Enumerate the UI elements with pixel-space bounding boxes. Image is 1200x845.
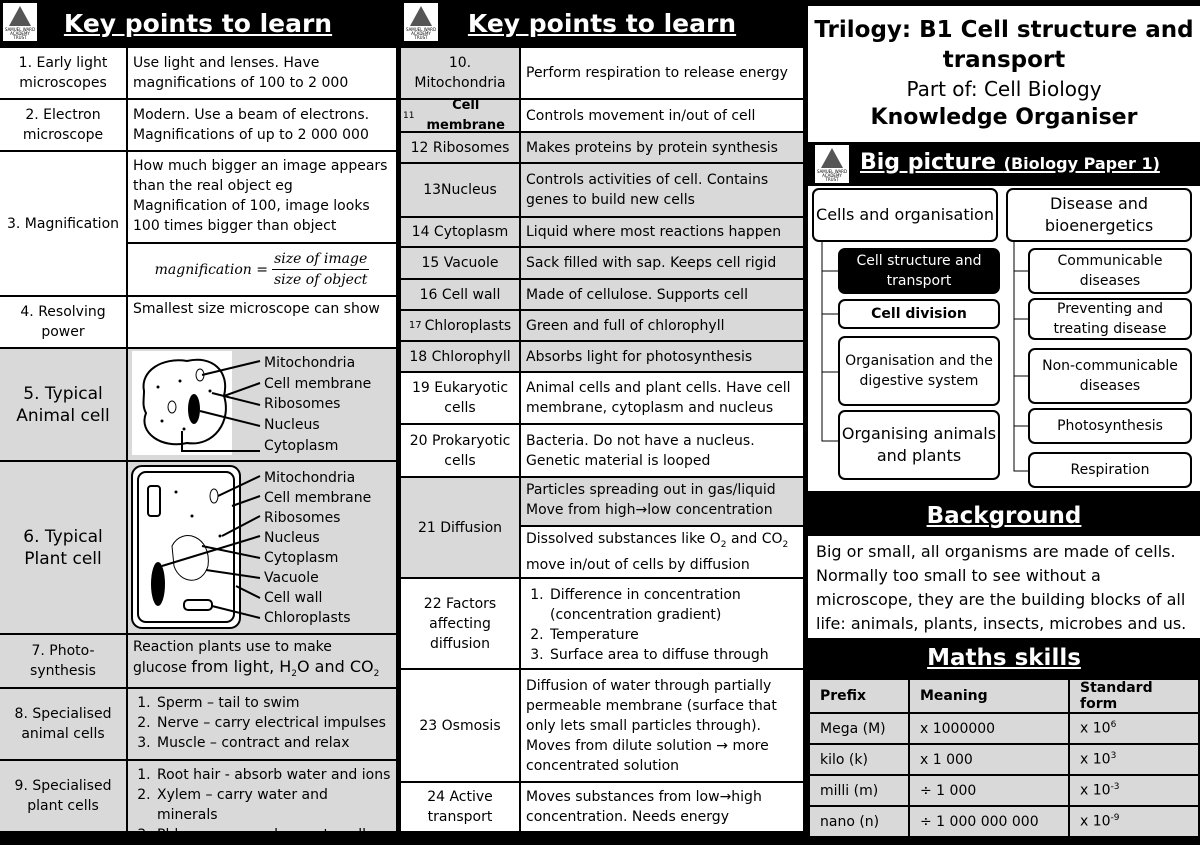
def-20: Bacteria. Do not have a nucleus. Genetic material is looped: [521, 425, 803, 476]
background-header: Background: [808, 496, 1200, 536]
academy-logo: [3, 3, 37, 41]
topic-photosynthesis: Photosynthesis: [1028, 408, 1192, 444]
label-cell-wall: Cell wall: [264, 590, 323, 606]
topic-organising: Organising animals and plants: [838, 410, 1000, 480]
term-2: 2. Electron microscope: [0, 100, 126, 150]
course-title: Trilogy: B1 Cell structure and transport: [814, 17, 1194, 73]
row-9: [0, 761, 396, 843]
topic-preventing: Preventing and treating disease: [1028, 298, 1192, 340]
list-item: 3. Muscle – contract and relax: [155, 733, 391, 753]
def-21-sub-a: 2: [720, 539, 727, 550]
topic-respiration: Respiration: [1028, 452, 1192, 488]
animal-cell-labels: [264, 351, 371, 458]
def-21-sub-b: 2: [782, 539, 789, 550]
row-7: [0, 635, 396, 687]
table-row: [809, 775, 1199, 806]
panel-1-header: [0, 0, 396, 46]
cell-sf-exp: -9: [1110, 813, 1120, 824]
specialised-animal-list: [133, 693, 391, 753]
label-cytoplasm: Cytoplasm: [264, 550, 339, 566]
big-picture-diagram: [808, 186, 1200, 491]
term-1: 1. Early light microscopes: [0, 48, 126, 98]
label-nucleus: Nucleus: [264, 417, 320, 434]
key-points-panel-2: [401, 0, 803, 831]
cell-meaning: x 1000000: [909, 713, 1069, 744]
list-item: 2. Xylem – carry water and minerals: [155, 785, 391, 825]
row-12: [401, 133, 803, 162]
cell-prefix: milli (m): [809, 775, 909, 806]
part-of: Part of: Cell Biology: [906, 77, 1102, 101]
academy-logo: [404, 3, 438, 41]
panel-2-title: Key points to learn: [467, 8, 737, 38]
def-21-b: [521, 527, 803, 577]
cell-standard-form: [1069, 713, 1199, 744]
logo-triangle-icon: [410, 6, 432, 26]
topic-cell-structure: Cell structure and transport: [838, 248, 1000, 294]
term-11-num: 11: [403, 110, 415, 121]
topic-digestive-system: Organisation and the digestive system: [838, 336, 1000, 406]
def-1: Use light and lenses. Have magnifications of 100 to 2 000: [128, 48, 396, 98]
table-row: [809, 806, 1199, 837]
row-20: [401, 425, 803, 476]
cell-meaning: ÷ 1 000 000 000: [909, 806, 1069, 837]
disease-bioenergetics-box: Disease and bioenergetics: [1006, 188, 1192, 242]
row-14: [401, 218, 803, 246]
def-7-a: Reaction plants use to make: [133, 639, 332, 655]
plant-cell-labels: [264, 466, 371, 629]
cell-prefix: kilo (k): [809, 744, 909, 775]
label-ribosomes: Ribosomes: [264, 396, 341, 413]
cells-organisation-box: Cells and organisation: [812, 188, 998, 242]
list-item: 1. Root hair - absorb water and ions: [155, 765, 391, 785]
col-meaning: Meaning: [909, 679, 1069, 713]
def-4: Smallest size microscope can show: [128, 297, 396, 347]
term-20: 20 Prokaryotic cells: [401, 425, 519, 476]
def-13: Controls activities of cell. Contains genes to build new cells: [521, 164, 803, 216]
term-24: 24 Active transport: [401, 783, 519, 831]
def-23: Diffusion of water through partially permeable membrane (surface that only lets small particles through). Moves from dilute solution → more concentrated solution: [521, 670, 803, 781]
label-ribosomes: Ribosomes: [264, 510, 341, 526]
cell-prefix: Mega (M): [809, 713, 909, 744]
term-12: 12 Ribosomes: [401, 133, 519, 162]
list-item: 2. Temperature: [548, 625, 798, 645]
def-7: [128, 635, 396, 687]
row-17: [401, 311, 803, 340]
term-17-num: 17: [408, 319, 422, 331]
row-24: [401, 783, 803, 831]
table-row: [809, 744, 1199, 775]
list-item: 2. Nerve – carry electrical impulses: [155, 713, 391, 733]
list-item: 3. Phloem – carry glucose to cells: [155, 825, 391, 845]
col-prefix: Prefix: [809, 679, 909, 713]
label-cell-membrane: Cell membrane: [264, 490, 372, 506]
row-15: [401, 248, 803, 278]
def-19: Animal cells and plant cells. Have cell membrane, cytoplasm and nucleus: [521, 373, 803, 423]
maths-skills-header: Maths skills: [808, 638, 1200, 678]
term-23: 23 Osmosis: [401, 670, 519, 781]
row-8: [0, 689, 396, 759]
formula-denominator: size of object: [274, 272, 368, 288]
def-21-b3: move in/out of cells by diffusion: [526, 556, 750, 573]
cell-standard-form: [1069, 775, 1199, 806]
label-mitochondria: Mitochondria: [264, 470, 356, 486]
big-picture-subtitle: (Biology Paper 1): [1003, 154, 1160, 173]
def-7-c: from light, H: [191, 657, 292, 676]
row-22: [401, 579, 803, 668]
overview-panel: [808, 0, 1200, 831]
row-2: [0, 100, 396, 150]
panel-2-header: [401, 0, 803, 46]
def-7-sub1: 2: [291, 668, 297, 679]
term-13: 13Nucleus: [401, 164, 519, 216]
label-cytoplasm: Cytoplasm: [264, 437, 339, 454]
label-vacuole: Vacuole: [264, 570, 319, 586]
row-10: [401, 48, 803, 98]
cell-meaning: ÷ 1 000: [909, 775, 1069, 806]
row-5: [0, 349, 396, 460]
term-4: 4. Resolving power: [0, 297, 126, 347]
specialised-plant-list: [133, 765, 391, 845]
cell-sf-base: x 10: [1080, 782, 1111, 799]
term-19: 19 Eukaryotic cells: [401, 373, 519, 423]
cell-sf-exp: -3: [1110, 782, 1120, 793]
plant-cell-diagram: [132, 466, 262, 628]
list-item: 1. Sperm – tail to swim: [155, 693, 391, 713]
def-21-a: Particles spreading out in gas/liquid Move from high→low concentration: [521, 478, 803, 525]
def-16: Made of cellulose. Supports cell: [521, 280, 803, 309]
row-13: [401, 164, 803, 216]
topic-non-communicable: Non-communicable diseases: [1028, 348, 1192, 404]
term-6: 6. Typical Plant cell: [0, 462, 126, 633]
row-23: [401, 670, 803, 781]
table-row: [809, 713, 1199, 744]
cell-sf-base: x 10: [1080, 720, 1111, 737]
row-1: [0, 48, 396, 98]
def-7-b: glucose: [133, 660, 187, 676]
def-12: Makes proteins by protein synthesis: [521, 133, 803, 162]
list-item: 3. Surface area to diffuse through: [548, 645, 798, 665]
term-9: 9. Specialised plant cells: [0, 761, 126, 831]
label-cell-membrane: Cell membrane: [264, 375, 372, 392]
animal-cell-diagram: [132, 351, 262, 455]
label-mitochondria: Mitochondria: [264, 355, 356, 372]
cell-sf-base: x 10: [1080, 751, 1111, 768]
topic-communicable: Communicable diseases: [1028, 248, 1192, 294]
organiser-label: Knowledge Organiser: [870, 105, 1138, 130]
big-picture-title: Big picture: [860, 150, 996, 175]
def-18: Absorbs light for photosynthesis: [521, 342, 803, 371]
term-17: [401, 311, 519, 340]
formula-lhs: magnification =: [154, 261, 268, 278]
background-text: Big or small, all organisms are made of cells. Normally too small to see without a microscope, they are the building blocks of all life: animals, plants, insects, microbes and us.: [808, 536, 1200, 638]
maths-table: [808, 678, 1200, 838]
row-4: [0, 297, 396, 347]
term-16: 16 Cell wall: [401, 280, 519, 309]
def-3: How much bigger an image appears than the real object eg Magnification of 100, image looks 100 times bigger than object: [128, 152, 396, 242]
academy-logo: [815, 145, 849, 183]
row-21: [401, 478, 803, 577]
label-nucleus: Nucleus: [264, 530, 320, 546]
term-5: 5. Typical Animal cell: [0, 349, 126, 460]
term-7: 7. Photo-synthesis: [0, 635, 126, 687]
term-21: 21 Diffusion: [401, 478, 519, 577]
term-3: 3. Magnification: [0, 152, 126, 295]
logo-triangle-icon: [821, 148, 843, 168]
def-21-b2: and CO: [726, 531, 783, 547]
def-2: Modern. Use a beam of electrons. Magnifications of up to 2 000 000: [128, 100, 396, 150]
cell-sf-exp: 6: [1110, 720, 1117, 731]
cell-meaning: x 1 000: [909, 744, 1069, 775]
row-3: [0, 152, 396, 295]
term-18: 18 Chlorophyll: [401, 342, 519, 371]
def-15: Sack filled with sap. Keeps cell rigid: [521, 248, 803, 278]
topic-cell-division: Cell division: [838, 299, 1000, 329]
row-11: [401, 97, 803, 133]
cell-standard-form: [1069, 744, 1199, 775]
term-10: 10. Mitochondria: [401, 48, 519, 98]
def-7-d: O and CO: [297, 657, 374, 676]
list-item: 1. Difference in concentration (concentration gradient): [548, 585, 798, 625]
def-24: Moves substances from low→high concentration. Needs energy: [521, 783, 803, 831]
cell-sf-base: x 10: [1080, 813, 1111, 830]
key-points-panel-1: [0, 0, 396, 843]
cell-sf-exp: 3: [1110, 751, 1117, 762]
logo-text: SAMUEL WARD ACADEMY TRUST: [4, 27, 36, 40]
logo-text: SAMUEL WARD ACADEMY TRUST: [405, 27, 437, 40]
cell-prefix: nano (n): [809, 806, 909, 837]
cell-standard-form: [1069, 806, 1199, 837]
term-11-label: Cell membrane: [426, 97, 505, 133]
row-18: [401, 342, 803, 371]
magnification-formula: [128, 244, 396, 295]
organiser-title-box: [808, 6, 1200, 142]
diffusion-factors-list: [526, 585, 798, 665]
term-17-label: Chloroplasts: [424, 317, 512, 334]
def-7-sub2: 2: [373, 668, 380, 679]
logo-triangle-icon: [9, 6, 31, 26]
row-16: [401, 280, 803, 309]
panel-1-title: Key points to learn: [63, 8, 333, 38]
def-14: Liquid where most reactions happen: [521, 218, 803, 246]
big-picture-header: [808, 142, 1200, 186]
col-standard-form: Standard form: [1069, 679, 1199, 713]
term-8: 8. Specialised animal cells: [0, 689, 126, 759]
table-header-row: [809, 679, 1199, 713]
formula-numerator: size of image: [272, 249, 369, 270]
def-17: Green and full of chlorophyll: [521, 311, 803, 340]
term-14: 14 Cytoplasm: [401, 218, 519, 246]
term-15: 15 Vacuole: [401, 248, 519, 278]
label-chloroplasts: Chloroplasts: [264, 610, 351, 626]
row-6: [0, 462, 396, 633]
term-11: [401, 97, 519, 133]
def-10: Perform respiration to release energy: [521, 48, 803, 98]
def-11: Controls movement in/out of cell: [521, 100, 803, 131]
row-19: [401, 373, 803, 423]
def-21-b1: Dissolved substances like O: [526, 531, 721, 547]
logo-text: SAMUEL WARD ACADEMY TRUST: [816, 169, 848, 182]
term-22: 22 Factors affecting diffusion: [401, 579, 519, 668]
